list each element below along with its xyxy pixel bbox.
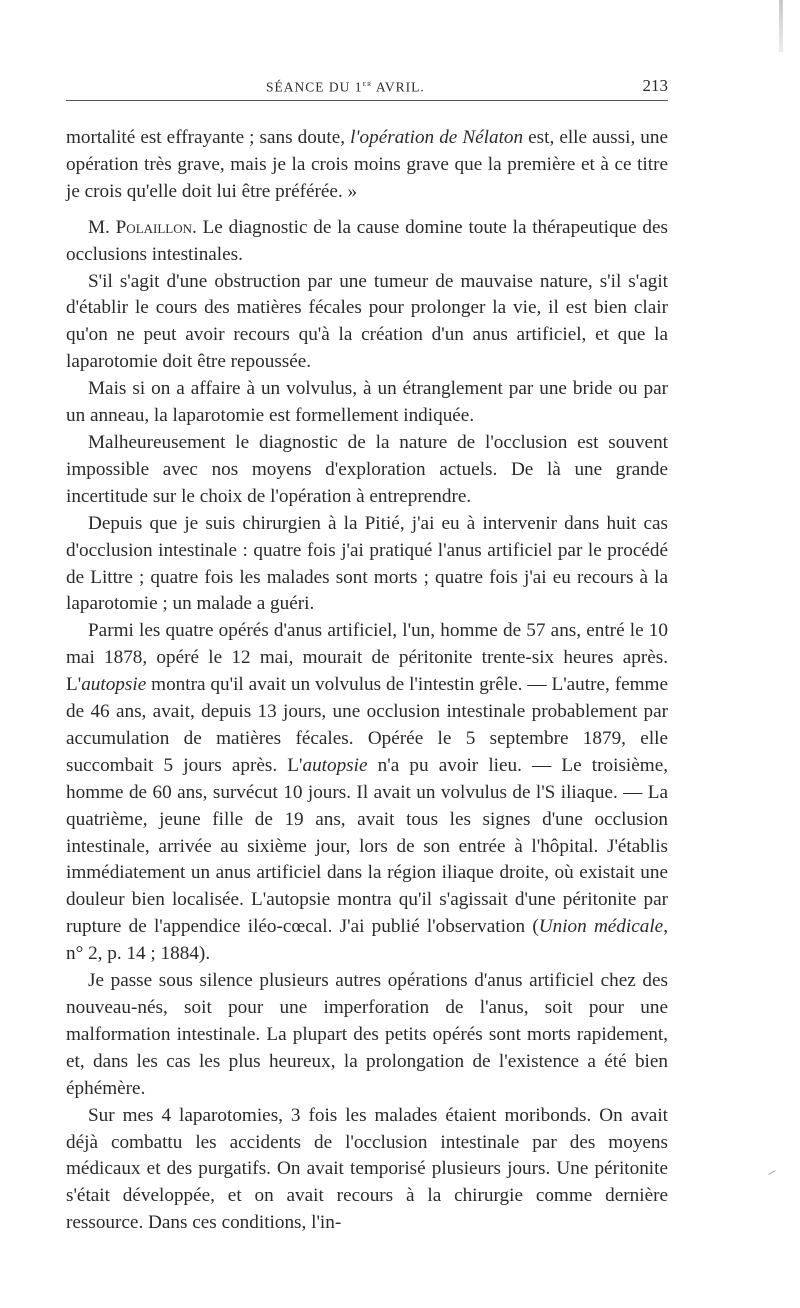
running-title: SÉANCE DU 1er AVRIL.	[266, 78, 425, 95]
paragraph: Sur mes 4 laparotomies, 3 fois les malades étaient moribonds. On avait déjà combattu les accidents de l'occlusion intestinale par des moyens médicaux et des purgatifs. On avait temporisé plusieurs jours. Une péritonite s'était développée, et on avait recours à la chirurgie comme dernière ressource. Dans ces conditions, l'in-	[66, 1104, 668, 1234]
page-number: 213	[642, 76, 668, 95]
margin-mark	[768, 1170, 775, 1175]
paragraph-cases: Parmi les quatre opérés d'anus artificiel, l'un, homme de 57 ans, entré le 10 mai 1878, opéré le 12 mai, mourait de péritonite trente-six heures après. L'autopsie montra qu'il avait un volvulus de l'intestin grêle. — L'autre, femme de 46 ans, avait, depuis 13 jours, une occlusion intestinale probablement par accumulation de matières fécales. Opérée le 5 septembre 1879, elle succombait 5 jours après. L'autopsie n'a pu avoir lieu. — Le troisième, homme de 60 ans, survécut 10 jours. Il avait un volvulus de l'S iliaque. — La quatrième, jeune fille de 19 ans, avait tous les signes d'une occlusion intestinale, arrivée au sixième jour, lors de son entrée à l'hôpital. J'établis immédiatement un anus artificiel dans la région iliaque droite, où existait une douleur bien localisée. L'autopsie montra qu'il s'agissait d'une péritonite par rupture de l'appendice iléo-cœcal. J'ai publié l'observation (Union médicale, n° 2, p. 14 ; 1884).	[66, 620, 669, 965]
book-page	[66, 74, 668, 1237]
paragraph: Malheureusement le diagnostic de la nature de l'occlusion est souvent impossible avec nos moyens d'exploration actuels. De là une grande incertitude sur le choix de l'opération à entreprendre.	[66, 431, 668, 507]
running-header	[66, 74, 668, 101]
paragraph-speaker: M. Polaillon. Le diagnostic de la cause domine toute la thérapeutique des occlusions intestinales.	[66, 216, 668, 265]
paragraph: Mais si on a affaire à un volvulus, à un étranglement par une bride ou par un anneau, la laparotomie est formellement indiquée.	[66, 378, 668, 427]
page-edge-shadow	[779, 0, 783, 52]
speaker-name: M. Polaillon.	[88, 216, 197, 238]
paragraph: S'il s'agit d'une obstruction par une tumeur de mauvaise nature, s'il s'agit d'établir le cours des matières fécales pour prolonger la vie, il est bien clair qu'on ne peut avoir recours qu'à la création d'un anus artificiel, et que la laparotomie doit être repoussée.	[66, 270, 668, 373]
paragraph-continued: mortalité est effrayante ; sans doute, l'opération de Nélaton est, elle aussi, une opération très grave, mais je la crois moins grave que la première et à ce titre je crois qu'elle doit lui être préférée. »	[66, 127, 668, 202]
paragraph: Je passe sous silence plusieurs autres opérations d'anus artificiel chez des nouveau-nés, soit pour une imperforation de l'anus, soit pour une malformation intestinale. La plupart des petits opérés sont morts rapidement, et, dans les cas les plus heureux, la prolongation de l'existence a été bien éphémère.	[66, 970, 668, 1099]
paragraph: Depuis que je suis chirurgien à la Pitié, j'ai eu à intervenir dans huit cas d'occlusion intestinale : quatre fois j'ai pratiqué l'anus artificiel par le procédé de Littre ; quatre fois les malades sont morts ; quatre fois j'ai eu recours à la laparotomie ; un malade a guéri.	[66, 512, 668, 615]
page-body	[66, 125, 668, 1237]
